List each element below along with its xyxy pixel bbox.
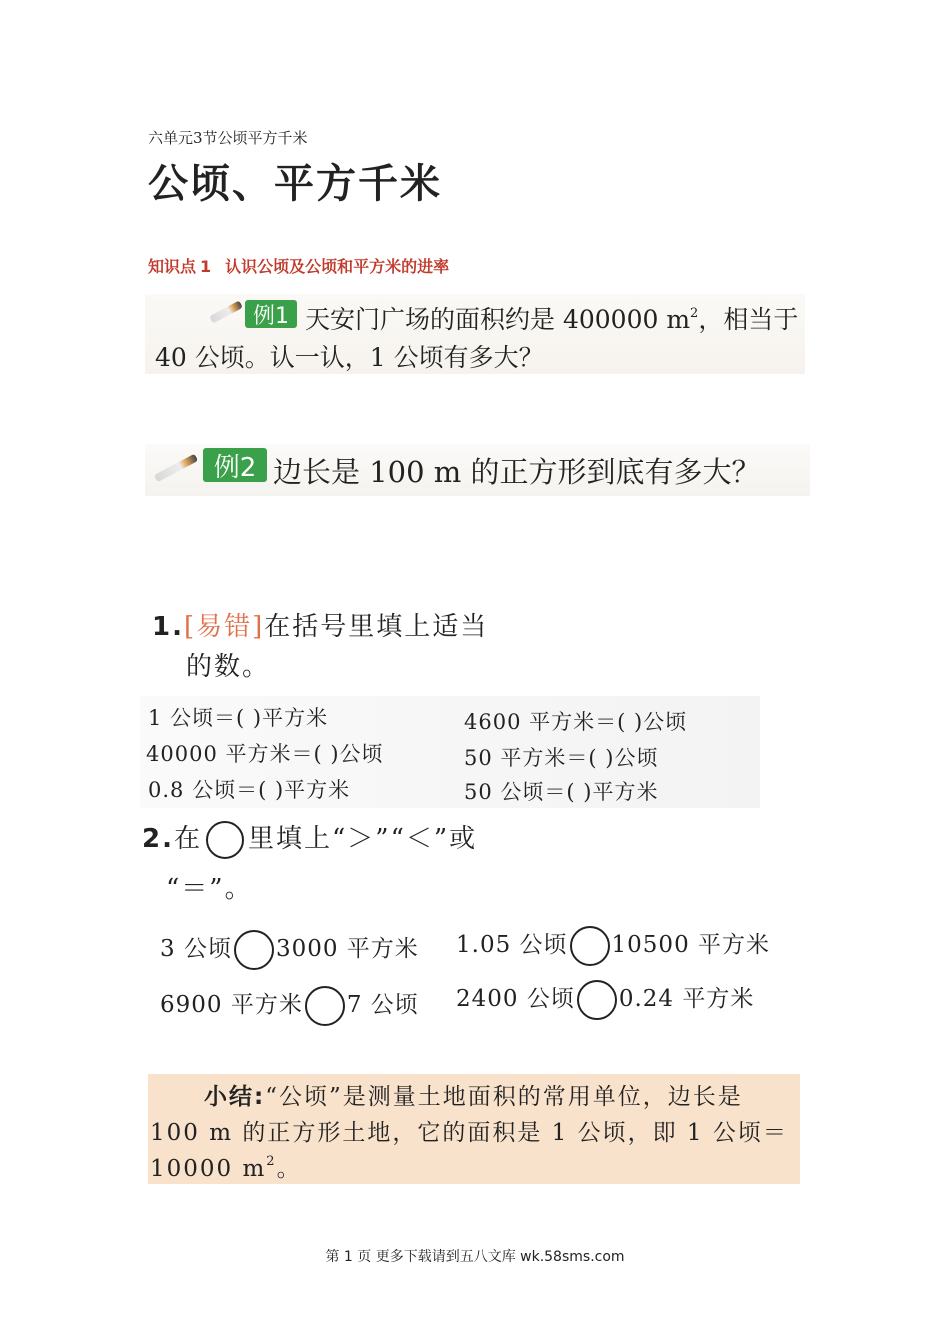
question-2-number: 2.	[142, 824, 174, 854]
fill-item: 4600 平方米＝( )公顷	[464, 710, 688, 734]
summary-line-2: 100 m 的正方形土地，它的面积是 1 公顷，即 1 公顷＝	[150, 1120, 788, 1146]
document-header: 六单元3节公顷平方千米	[148, 129, 308, 147]
compare-item	[160, 986, 419, 1026]
question-2-text-a: 在	[173, 824, 202, 854]
superscript-2: 2	[690, 306, 699, 321]
summary-line-1	[204, 1078, 743, 1111]
answer-circle-icon	[206, 821, 244, 859]
question-1-tag: [易错]	[183, 612, 265, 642]
page-footer: 第 1 页 更多下载请到五八文库 wk.58sms.com	[325, 1249, 625, 1265]
answer-circle[interactable]	[234, 930, 274, 970]
compare-right: 3000 平方米	[275, 936, 419, 962]
answer-circle[interactable]	[305, 986, 345, 1026]
pencil-icon	[209, 300, 243, 323]
summary-box	[148, 1074, 800, 1184]
answer-circle[interactable]	[577, 980, 617, 1020]
lesson-title: 公顷、平方千米	[148, 161, 442, 207]
fill-item: 50 平方米＝( )公顷	[464, 746, 659, 770]
summary-text: “公顷”是测量土地面积的常用单位，边长是	[265, 1084, 743, 1110]
pencil-icon	[154, 454, 198, 483]
compare-left: 2400 公顷	[456, 986, 575, 1012]
example-2-box	[145, 444, 810, 496]
question-2-line-1	[142, 818, 477, 859]
summary-line-3	[150, 1150, 302, 1183]
answer-circle[interactable]	[570, 926, 610, 966]
question-2-line-2: “＝”。	[166, 874, 253, 904]
example-2-text: 边长是 100 m 的正方形到底有多大？	[273, 455, 761, 489]
question-1-number: 1.	[152, 612, 184, 642]
question-1-fill-area	[140, 696, 760, 808]
compare-item	[456, 926, 770, 966]
question-1-text: 在括号里填上适当	[264, 612, 489, 642]
question-2-text-b: 里填上“＞”“＜”或	[247, 824, 478, 854]
compare-left: 1.05 公顷	[456, 932, 568, 958]
compare-right: 0.24 平方米	[618, 986, 755, 1012]
example-1-line-1-a: 天安门广场的面积约是 400000 m	[305, 305, 691, 334]
compare-right: 7 公顷	[346, 992, 419, 1018]
compare-left: 6900 平方米	[160, 992, 303, 1018]
fill-item: 50 公顷＝( )平方米	[464, 780, 659, 804]
compare-left: 3 公顷	[160, 936, 232, 962]
summary-label: 小结:	[204, 1084, 266, 1110]
summary-text: 10000 m	[150, 1156, 267, 1182]
superscript-2: 2	[266, 1154, 277, 1169]
fill-item: 0.8 公顷＝( )平方米	[148, 778, 351, 802]
knowledge-point-heading	[148, 254, 449, 277]
summary-text: 。	[276, 1156, 302, 1182]
compare-right: 10500 平方米	[611, 932, 771, 958]
fill-item: 1 公顷＝( )平方米	[148, 706, 329, 730]
example-2-tag: 例2	[203, 448, 267, 482]
knowledge-point-number: 1	[200, 257, 212, 276]
compare-item	[456, 980, 754, 1020]
knowledge-point-label: 知识点	[148, 257, 197, 276]
example-1-line-1-b: ，相当于	[698, 305, 799, 334]
question-1-line-1	[152, 606, 488, 643]
knowledge-point-text: 认识公顷及公顷和平方米的进率	[225, 257, 450, 276]
example-1-box	[145, 294, 805, 374]
example-1-tag: 例1	[245, 300, 297, 328]
example-1-line-1	[305, 300, 798, 336]
example-1-line-2: 40 公顷。认一认，1 公顷有多大？	[155, 343, 544, 372]
compare-item	[160, 930, 419, 970]
fill-item: 40000 平方米＝( )公顷	[146, 742, 384, 766]
question-1-line-2: 的数。	[186, 652, 271, 682]
